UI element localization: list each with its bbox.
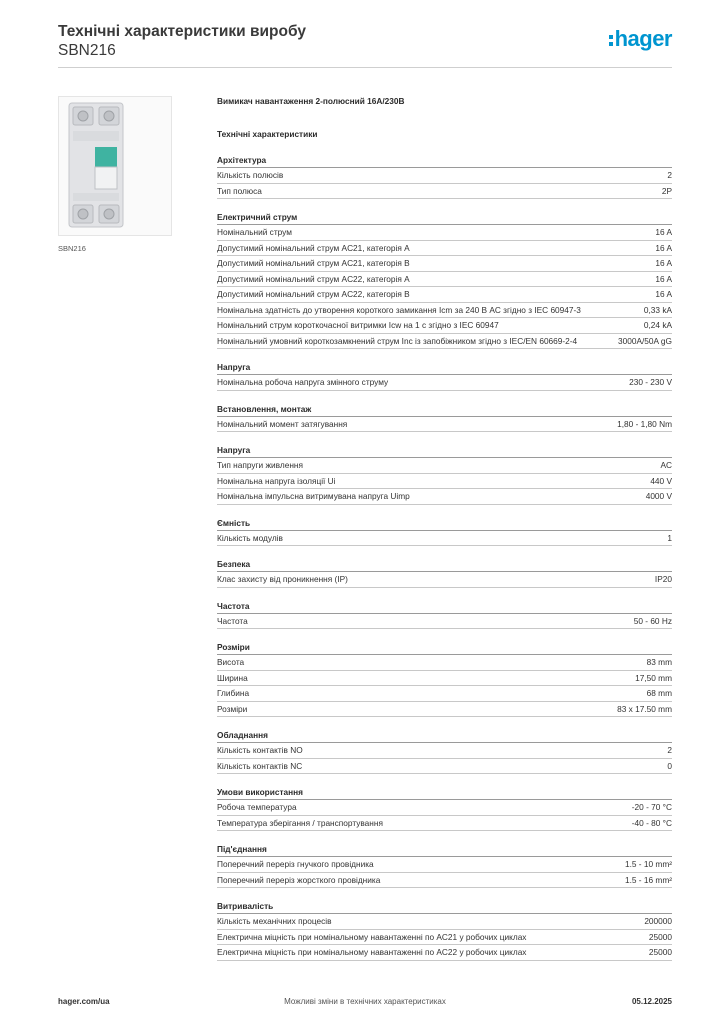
spec-value: 16 A <box>655 227 672 237</box>
spec-row <box>217 655 672 671</box>
spec-label: Клас захисту від проникнення (IP) <box>217 574 348 584</box>
section-title: Безпека <box>217 558 672 572</box>
spec-value: 2P <box>661 185 672 196</box>
spec-section <box>217 558 672 588</box>
footer-website-link[interactable]: hager.com/ua <box>58 997 110 1006</box>
footer-date: 05.12.2025 <box>631 997 672 1006</box>
spec-label: Номінальний струм <box>217 227 292 237</box>
spec-value: 230 - 230 V <box>629 377 672 387</box>
spec-label: Номінальна здатність до утворення короткого замикання Icm за 240 В AC згідно з IEC 60947-3 <box>217 304 581 315</box>
spec-label: Кількість модулів <box>217 532 283 543</box>
spec-label: Кількість контактів NC <box>217 760 303 771</box>
spec-label: Ширина <box>217 672 248 683</box>
spec-row <box>217 318 672 334</box>
spec-label: Номінальна імпульсна витримувана напруга Uimp <box>217 491 410 501</box>
spec-label: Допустимий номінальний струм AC22, категорія A <box>217 273 410 284</box>
image-caption: SBN216 <box>58 244 86 253</box>
section-title: Встановлення, монтаж <box>217 403 672 417</box>
spec-value: AC <box>660 460 672 470</box>
product-title: Вимикач навантаження 2-полюсний 16А/230В <box>217 96 405 106</box>
spec-label: Номінальний струм короткочасної витримки Icw на 1 с згідно з IEC 60947 <box>217 320 499 330</box>
spec-value: 0,24 kA <box>643 320 672 330</box>
spec-row <box>217 256 672 272</box>
section-title: Напруга <box>217 361 672 375</box>
spec-row <box>217 702 672 718</box>
spec-row <box>217 800 672 816</box>
section-title: Витривалість <box>217 900 672 914</box>
spec-label: Допустимий номінальний струм AC21, категорія B <box>217 258 410 268</box>
spec-section <box>217 403 672 433</box>
spec-value: 440 V <box>650 475 672 486</box>
spec-label: Електрична міцність при номінальному навантаженні по AC21 у робочих циклах <box>217 931 527 942</box>
spec-label: Температура зберігання / транспортування <box>217 817 383 828</box>
spec-row <box>217 474 672 490</box>
spec-label: Частота <box>217 615 248 626</box>
section-title: Частота <box>217 600 672 614</box>
spec-value: 2 <box>667 170 672 180</box>
hager-logo <box>609 26 672 52</box>
spec-label: Висота <box>217 657 245 667</box>
spec-row <box>217 184 672 200</box>
header-divider <box>58 67 672 68</box>
spec-value: 25000 <box>648 947 672 957</box>
spec-row <box>217 168 672 184</box>
spec-row <box>217 686 672 702</box>
spec-value: 16 A <box>655 289 672 299</box>
spec-row <box>217 614 672 630</box>
spec-row <box>217 873 672 889</box>
spec-value: -20 - 70 °C <box>631 802 672 812</box>
spec-row <box>217 225 672 241</box>
spec-label: Глибина <box>217 688 250 698</box>
spec-row <box>217 743 672 759</box>
spec-value: 4000 V <box>645 491 672 501</box>
spec-label: Кількість полюсів <box>217 170 284 180</box>
logo-text: hager <box>614 26 672 51</box>
spec-value: 83 mm <box>646 657 672 667</box>
spec-label: Розміри <box>217 703 248 714</box>
spec-section <box>217 900 672 961</box>
spec-row <box>217 857 672 873</box>
spec-value: 1 <box>667 532 672 543</box>
spec-row <box>217 375 672 391</box>
section-title: Під'єднання <box>217 843 672 857</box>
spec-label: Номінальний умовний короткозамкнений струм Inc із запобіжником згідно з IEC/EN 60669-2-4 <box>217 335 578 346</box>
spec-row <box>217 303 672 319</box>
spec-content <box>217 95 672 961</box>
spec-value: 3000A/50A gG <box>618 335 672 346</box>
product-image <box>58 96 172 236</box>
spec-label: Номінальний момент затягування <box>217 418 348 429</box>
spec-section <box>217 211 672 349</box>
spec-row <box>217 489 672 505</box>
spec-row <box>217 671 672 687</box>
spec-row <box>217 914 672 930</box>
logo-dots-icon <box>609 32 613 49</box>
spec-row <box>217 417 672 433</box>
spec-value: 16 A <box>655 258 672 268</box>
page-title: Технічні характеристики виробу <box>58 23 306 40</box>
spec-section <box>217 641 672 717</box>
spec-value: 2 <box>667 745 672 755</box>
header <box>58 22 306 60</box>
spec-label: Кількість контактів NO <box>217 745 303 755</box>
spec-label: Допустимий номінальний струм AC21, категорія A <box>217 242 410 253</box>
spec-section <box>217 729 672 774</box>
section-title: Розміри <box>217 641 672 655</box>
spec-value: 1.5 - 16 mm² <box>624 874 672 885</box>
spec-label: Номінальна напруга ізоляції Ui <box>217 475 336 486</box>
spec-row <box>217 241 672 257</box>
spec-label: Поперечний переріз жорсткого провідника <box>217 874 381 885</box>
spec-value: 68 mm <box>646 688 672 698</box>
spec-label: Тип полюса <box>217 185 262 196</box>
spec-sections <box>217 154 672 961</box>
section-title: Ємність <box>217 517 672 531</box>
spec-value: 25000 <box>648 931 672 942</box>
spec-value: 83 x 17.50 mm <box>617 703 672 714</box>
spec-section <box>217 444 672 505</box>
spec-value: 1.5 - 10 mm² <box>624 859 672 869</box>
tech-heading: Технічні характеристики <box>217 129 318 139</box>
spec-row <box>217 458 672 474</box>
footer-disclaimer: Можливі зміни в технічних характеристиках <box>284 997 446 1006</box>
spec-value: 0 <box>667 760 672 771</box>
spec-row <box>217 759 672 775</box>
spec-section <box>217 361 672 391</box>
spec-label: Робоча температура <box>217 802 297 812</box>
spec-label: Допустимий номінальний струм AC22, категорія B <box>217 289 410 299</box>
spec-value: 16 A <box>655 242 672 253</box>
section-title: Умови використання <box>217 786 672 800</box>
spec-row <box>217 531 672 547</box>
spec-row <box>217 816 672 832</box>
switch-device-icon <box>59 97 171 235</box>
spec-value: 16 A <box>655 273 672 284</box>
spec-section <box>217 786 672 831</box>
spec-value: -40 - 80 °C <box>631 817 672 828</box>
spec-label: Кількість механічних процесів <box>217 916 332 926</box>
section-title: Електричний струм <box>217 211 672 225</box>
spec-row <box>217 272 672 288</box>
section-title: Архітектура <box>217 154 672 168</box>
product-code: SBN216 <box>58 42 116 59</box>
spec-value: 50 - 60 Hz <box>633 615 672 626</box>
spec-label: Номінальна робоча напруга змінного струму <box>217 377 389 387</box>
spec-row <box>217 287 672 303</box>
spec-row <box>217 334 672 350</box>
spec-row <box>217 945 672 961</box>
spec-value: 0,33 kA <box>643 304 672 315</box>
spec-value: 200000 <box>644 916 672 926</box>
spec-section <box>217 843 672 888</box>
spec-row <box>217 930 672 946</box>
spec-section <box>217 600 672 630</box>
spec-value: 1,80 - 1,80 Nm <box>617 418 672 429</box>
spec-label: Поперечний переріз гнучкого провідника <box>217 859 374 869</box>
spec-value: IP20 <box>654 574 672 584</box>
spec-section <box>217 517 672 547</box>
spec-label: Тип напруги живлення <box>217 460 303 470</box>
spec-value: 17,50 mm <box>635 672 672 683</box>
section-title: Обладнання <box>217 729 672 743</box>
spec-label: Електрична міцність при номінальному навантаженні по AC22 у робочих циклах <box>217 947 527 957</box>
spec-row <box>217 572 672 588</box>
section-title: Напруга <box>217 444 672 458</box>
spec-section <box>217 154 672 199</box>
